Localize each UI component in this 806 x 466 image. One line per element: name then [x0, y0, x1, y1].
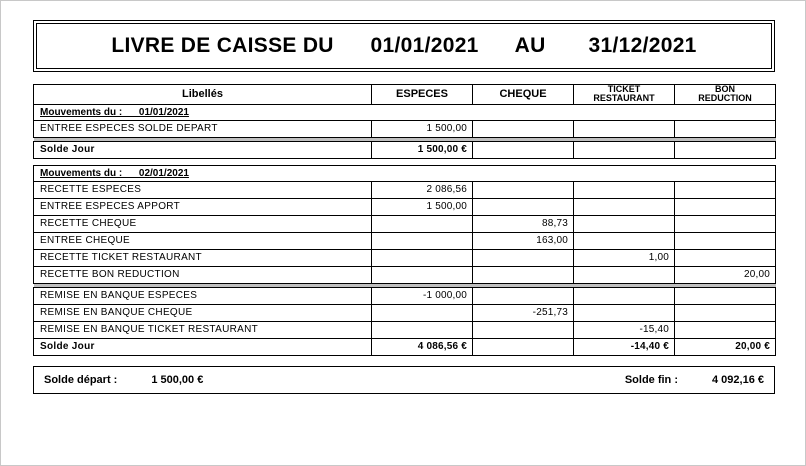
solde-fin-value: 4 092,16 € — [712, 373, 764, 386]
row-ticket — [574, 215, 675, 232]
table-row — [34, 249, 776, 266]
day-header-row — [34, 165, 776, 181]
table-row — [34, 232, 776, 249]
row-especes — [372, 266, 473, 283]
solde-depart-group — [44, 374, 203, 386]
row-especes: 1 500,00 — [372, 198, 473, 215]
row-ticket — [574, 287, 675, 304]
day-header-label: Mouvements du : 01/01/2021 — [40, 106, 189, 118]
row-especes: -1 000,00 — [372, 287, 473, 304]
day-total-bon — [675, 141, 776, 158]
row-bon — [675, 249, 776, 266]
row-bon — [675, 181, 776, 198]
day-separator-cell — [34, 158, 776, 165]
table-body — [34, 104, 776, 355]
column-header-bon-reduction — [675, 85, 776, 105]
day-total-cheque — [473, 338, 574, 355]
header-row — [34, 85, 776, 105]
day-total-cheque — [473, 141, 574, 158]
solde-fin-label: Solde fin : — [624, 373, 678, 386]
row-label: ENTREE CHEQUE — [34, 232, 372, 249]
solde-depart-label: Solde départ : — [44, 373, 118, 386]
day-header-label: Mouvements du : 02/01/2021 — [40, 167, 189, 179]
row-especes — [372, 304, 473, 321]
row-label: REMISE EN BANQUE TICKET RESTAURANT — [34, 321, 372, 338]
row-bon — [675, 321, 776, 338]
row-especes: 1 500,00 — [372, 120, 473, 137]
row-bon: 20,00 — [675, 266, 776, 283]
row-ticket — [574, 304, 675, 321]
row-cheque — [473, 287, 574, 304]
row-ticket: -15,40 — [574, 321, 675, 338]
row-especes — [372, 232, 473, 249]
row-ticket — [574, 181, 675, 198]
row-ticket: 1,00 — [574, 249, 675, 266]
row-especes — [372, 215, 473, 232]
table-row — [34, 120, 776, 137]
row-cheque — [473, 198, 574, 215]
bon-header-line2: REDUCTION — [698, 93, 752, 104]
cash-book-sheet — [33, 20, 775, 440]
row-especes — [372, 321, 473, 338]
row-ticket — [574, 232, 675, 249]
row-label: RECETTE ESPECES — [34, 181, 372, 198]
row-ticket — [574, 266, 675, 283]
day-total-row — [34, 141, 776, 158]
row-bon — [675, 120, 776, 137]
table-row — [34, 321, 776, 338]
row-especes: 2 086,56 — [372, 181, 473, 198]
day-total-ticket — [574, 141, 675, 158]
row-ticket — [574, 198, 675, 215]
row-especes — [372, 249, 473, 266]
column-header-cheque: CHEQUE — [473, 85, 574, 105]
row-label: ENTREE ESPECES APPORT — [34, 198, 372, 215]
page-title: LIVRE DE CAISSE DU 01/01/2021 AU 31/12/2021 — [111, 34, 697, 57]
row-cheque — [473, 181, 574, 198]
row-cheque: 88,73 — [473, 215, 574, 232]
row-label: REMISE EN BANQUE ESPECES — [34, 287, 372, 304]
row-bon — [675, 198, 776, 215]
table-row — [34, 198, 776, 215]
day-total-label: Solde Jour — [34, 338, 372, 355]
bon-header-line1: BON — [715, 84, 735, 94]
row-cheque — [473, 321, 574, 338]
day-header-row — [34, 104, 776, 120]
solde-fin-group — [625, 374, 764, 386]
row-cheque: 163,00 — [473, 232, 574, 249]
row-label: RECETTE CHEQUE — [34, 215, 372, 232]
day-total-especes: 1 500,00 € — [372, 141, 473, 158]
ticket-header-line1: TICKET — [607, 84, 641, 94]
row-bon — [675, 232, 776, 249]
day-total-label: Solde Jour — [34, 141, 372, 158]
table-row — [34, 304, 776, 321]
row-cheque — [473, 249, 574, 266]
row-label: ENTREE ESPECES SOLDE DEPART — [34, 120, 372, 137]
row-bon — [675, 215, 776, 232]
row-label: REMISE EN BANQUE CHEQUE — [34, 304, 372, 321]
table-row — [34, 287, 776, 304]
column-header-ticket-restaurant — [574, 85, 675, 105]
table-row — [34, 266, 776, 283]
day-header-cell — [34, 165, 776, 181]
ticket-header-line2: RESTAURANT — [593, 93, 655, 104]
table-row — [34, 215, 776, 232]
table-header — [34, 85, 776, 105]
day-header-cell — [34, 104, 776, 120]
column-header-especes: ESPECES — [372, 85, 473, 105]
table-row — [34, 181, 776, 198]
row-bon — [675, 287, 776, 304]
cash-book-table — [33, 84, 776, 356]
row-cheque: -251,73 — [473, 304, 574, 321]
row-bon — [675, 304, 776, 321]
title-box — [33, 20, 775, 72]
row-ticket — [574, 120, 675, 137]
column-header-libelles: Libellés — [34, 85, 372, 105]
title-inner-border — [36, 23, 772, 69]
day-separator — [34, 158, 776, 165]
row-cheque — [473, 120, 574, 137]
footer-totals — [33, 366, 775, 394]
day-total-especes: 4 086,56 € — [372, 338, 473, 355]
row-label: RECETTE TICKET RESTAURANT — [34, 249, 372, 266]
day-total-row — [34, 338, 776, 355]
day-total-ticket: -14,40 € — [574, 338, 675, 355]
row-label: RECETTE BON REDUCTION — [34, 266, 372, 283]
day-total-bon: 20,00 € — [675, 338, 776, 355]
row-cheque — [473, 266, 574, 283]
solde-depart-value: 1 500,00 € — [151, 373, 204, 386]
